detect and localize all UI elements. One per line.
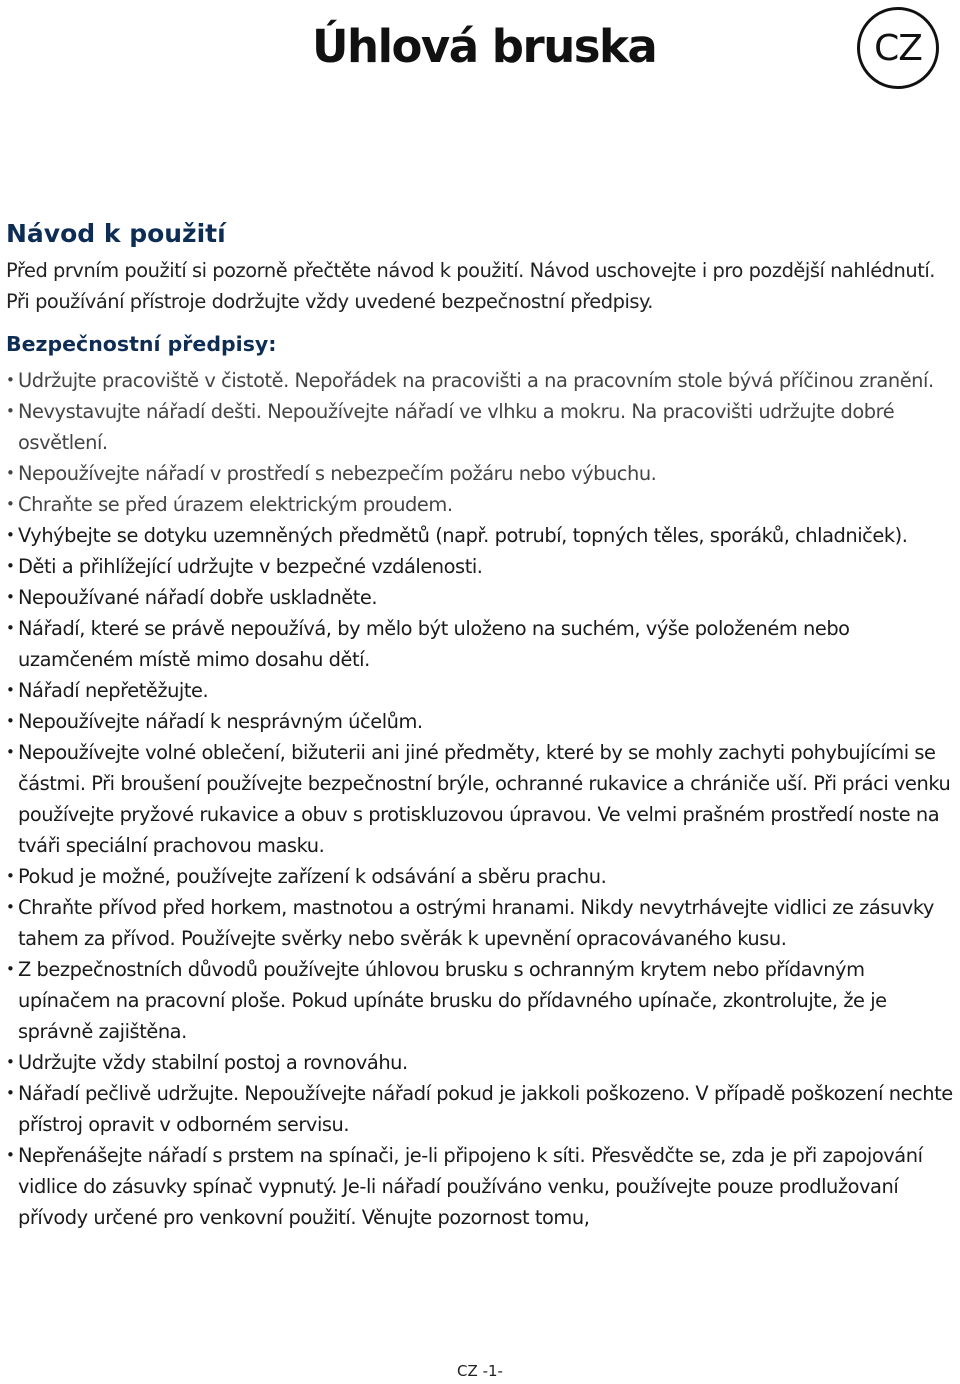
- bullet-icon: •: [6, 681, 15, 699]
- rule-text: Nepoužívané nářadí dobře uskladněte.: [18, 586, 378, 609]
- list-item: [6, 458, 956, 489]
- bullet-icon: •: [6, 1053, 15, 1071]
- rule-text: Nepoužívejte volné oblečení, bižuterii ani jiné předměty, které by se mohly zachyti pohybujícími se částmi. Při broušení používejte bezpečnostní brýle, ochranné rukavice a chrániče uší. Při práci venku používejte pryžové rukavice a obuv s protiskluzovou úpravou. Ve velmi prašném prostředí noste na tváři speciální prachovou masku.: [18, 741, 951, 857]
- rule-text: Z bezpečnostních důvodů používejte úhlovou brusku s ochranným krytem nebo přídavným upínačem na pracovní ploše. Pokud upínáte brusku do přídavného upínače, zkontrolujte, že je správně zajištěna.: [18, 958, 887, 1043]
- safety-rules-list: [6, 365, 956, 1233]
- bullet-icon: •: [6, 1084, 15, 1102]
- rule-text: Nepoužívejte nářadí v prostředí s nebezpečím požáru nebo výbuchu.: [18, 462, 657, 485]
- list-item: [6, 582, 956, 613]
- bullet-icon: •: [6, 743, 15, 761]
- bullet-icon: •: [6, 898, 15, 916]
- bullet-icon: •: [6, 712, 15, 730]
- list-item: [6, 737, 956, 861]
- bullet-icon: •: [6, 960, 15, 978]
- rule-text: Nářadí nepřetěžujte.: [18, 679, 209, 702]
- rule-text: Vyhýbejte se dotyku uzemněných předmětů (např. potrubí, topných těles, sporáků, chladniček).: [18, 524, 908, 547]
- list-item: [6, 1078, 956, 1140]
- page-title: Úhlová bruska: [312, 20, 657, 73]
- bullet-icon: •: [6, 402, 15, 420]
- bullet-icon: •: [6, 371, 15, 389]
- bullet-icon: •: [6, 526, 15, 544]
- list-item: [6, 954, 956, 1047]
- instructions-heading: Návod k použití: [6, 219, 226, 248]
- bullet-icon: •: [6, 557, 15, 575]
- rule-text: Nepřenášejte nářadí s prstem na spínači, je-li připojeno k síti. Přesvědčte se, zda je při zapojování vidlice do zásuvky spínač vypnutý. Je-li nářadí používáno venku, používejte pouze prodlužovaní přívody určené pro venkovní použití. Věnujte pozornost tomu,: [18, 1144, 923, 1229]
- rule-text: Nepoužívejte nářadí k nesprávným účelům.: [18, 710, 423, 733]
- list-item: [6, 551, 956, 582]
- list-item: [6, 1047, 956, 1078]
- list-item: [6, 675, 956, 706]
- bullet-icon: •: [6, 867, 15, 885]
- rule-text: Nářadí, které se právě nepoužívá, by mělo být uloženo na suchém, výše položeném nebo uzamčeném místě mimo dosahu dětí.: [18, 617, 850, 671]
- bullet-icon: •: [6, 495, 15, 513]
- bullet-icon: •: [6, 619, 15, 637]
- bullet-icon: •: [6, 588, 15, 606]
- rule-text: Děti a přihlížející udržujte v bezpečné vzdálenosti.: [18, 555, 483, 578]
- list-item: [6, 396, 956, 458]
- list-item: [6, 892, 956, 954]
- list-item: [6, 489, 956, 520]
- list-item: [6, 706, 956, 737]
- list-item: [6, 861, 956, 892]
- list-item: [6, 1140, 956, 1233]
- rule-text: Chraňte přívod před horkem, mastnotou a ostrými hranami. Nikdy nevytrhávejte vidlici ze zásuvky tahem za přívod. Používejte svěrky nebo svěrák k upevnění opracovávaného kusu.: [18, 896, 934, 950]
- rule-text: Chraňte se před úrazem elektrickým proudem.: [18, 493, 453, 516]
- intro-paragraph: Před prvním použití si pozorně přečtěte návod k použití. Návod uschovejte i pro pozdější nahlédnutí. Při používání přístroje dodržujte vždy uvedené bezpečnostní předpisy.: [6, 259, 936, 313]
- language-badge: CZ: [857, 7, 939, 89]
- list-item: [6, 365, 956, 396]
- list-item: [6, 613, 956, 675]
- rule-text: Udržujte vždy stabilní postoj a rovnováhu.: [18, 1051, 408, 1074]
- bullet-icon: •: [6, 464, 15, 482]
- bullet-icon: •: [6, 1146, 15, 1164]
- rule-text: Nevystavujte nářadí dešti. Nepoužívejte nářadí ve vlhku a mokru. Na pracovišti udržujte dobré osvětlení.: [18, 400, 895, 454]
- rule-text: Udržujte pracoviště v čistotě. Nepořádek na pracovišti a na pracovním stole bývá příčinou zranění.: [18, 369, 934, 392]
- rule-text: Pokud je možné, používejte zařízení k odsávání a sběru prachu.: [18, 865, 607, 888]
- page-number: CZ -1-: [457, 1362, 503, 1380]
- list-item: [6, 520, 956, 551]
- rule-text: Nářadí pečlivě udržujte. Nepoužívejte nářadí pokud je jakkoli poškozeno. V případě poškození nechte přístroj opravit v odborném servisu.: [18, 1082, 953, 1136]
- safety-heading: Bezpečnostní předpisy:: [6, 332, 277, 356]
